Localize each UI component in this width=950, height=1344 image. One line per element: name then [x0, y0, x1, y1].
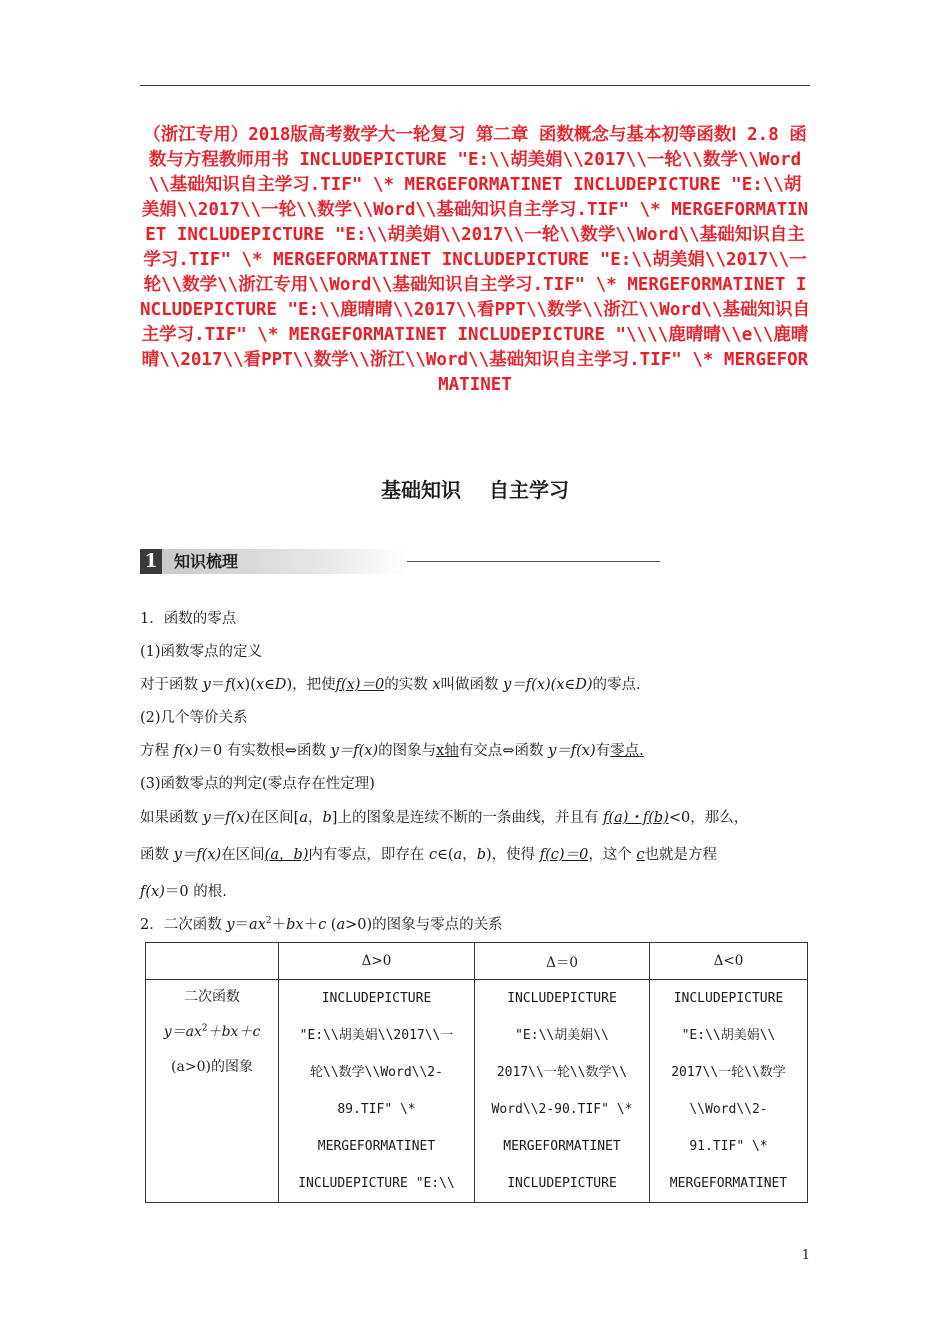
- subheading-theorem: (3)函数零点的判定(零点存在性定理): [140, 776, 375, 792]
- section-heading-left: 基础知识: [381, 478, 461, 502]
- blank-answer: x轴: [436, 743, 459, 759]
- theorem-line-2: 函数 y＝f(x)在区间(a，b)内有零点，即存在 c∈(a，b)，使得 f(c)＝0，这个 c也就是方程: [140, 847, 718, 863]
- heading-quadratic: 2．二次函数 $y=ax^2+bx+c$ (a>0)的图象与零点的关系: [140, 916, 503, 933]
- blank-answer: (a，b): [264, 847, 309, 863]
- header-rule: [140, 85, 810, 86]
- blank-answer: f(a)・f(b): [603, 810, 669, 826]
- section-heading-right: 自主学习: [489, 478, 569, 502]
- table-cell: INCLUDEPICTURE "E:\\胡美娟\\ 2017\\一轮\\数学 \\Word\\2- 91.TIF" \* MERGEFORMATINET: [650, 980, 808, 1203]
- table-cell: INCLUDEPICTURE "E:\\胡美娟\\2017\\一 轮\\数学\\Word\\2- 89.TIF" \* MERGEFORMATINET INCLUDEPICTURE "E:\\: [279, 980, 475, 1203]
- table-header-cell: [146, 943, 279, 980]
- definition-text: 对于函数 y＝f(x)(x∈D)，把使f(x)＝0的实数 x叫做函数 y＝f(x)(x∈D)的零点.: [140, 677, 641, 693]
- theorem-line-3: f(x)＝0 的根.: [140, 884, 227, 900]
- blank-answer: f(c)＝0: [539, 847, 589, 863]
- section-heading: [0, 474, 950, 503]
- knowledge-section-bar: [140, 549, 520, 574]
- subheading-equivalence: (2)几个等价关系: [140, 710, 248, 726]
- section-label: 知识梳理: [162, 549, 407, 574]
- table-header-cell: Δ<0: [650, 943, 808, 980]
- subheading-definition: (1)函数零点的定义: [140, 644, 263, 660]
- theorem-line-1: 如果函数 y＝f(x)在区间[a，b]上的图象是连续不断的一条曲线，并且有 f(a)・f(b)<0，那么，: [140, 810, 749, 826]
- table-header-cell: Δ＝0: [475, 943, 650, 980]
- table-cell: INCLUDEPICTURE "E:\\胡美娟\\ 2017\\一轮\\数学\\ Word\\2-90.TIF" \* MERGEFORMATINET INCLUDEPICTURE: [475, 980, 650, 1203]
- section-number-badge: 1: [140, 549, 162, 574]
- table-header-cell: Δ>0: [279, 943, 475, 980]
- page-number: 1: [801, 1248, 810, 1263]
- table-row: [146, 980, 808, 1203]
- blank-answer: f(x)＝0: [335, 677, 385, 693]
- section-divider: [407, 561, 660, 562]
- heading-zero-point: 1．函数的零点: [140, 611, 237, 627]
- equivalence-text: 方程 f(x)＝0 有实数根⇔函数 y＝f(x)的图象与x轴有交点⇔函数 y＝f(x)有零点.: [140, 743, 644, 759]
- table-header-row: [146, 943, 808, 980]
- blank-answer: c: [636, 847, 645, 863]
- blank-answer: 零点.: [610, 743, 644, 759]
- document-title: （浙江专用）2018版高考数学大一轮复习 第二章 函数概念与基本初等函数Ⅰ 2.8 函数与方程教师用书 INCLUDEPICTURE "E:\\胡美娟\\2017\\一轮\\数学\\Word\\基础知识自主学习.TIF" \* MERGEFORMATINET INCLUDEPICTURE "E:\\胡美娟\\2017\\一轮\\数学\\Word\\基础知识自主学习.TIF" \* MERGEFORMATINET INCLUDEPICTURE "E:\\胡美娟\\2017\\一轮\\数学\\Word\\基础知识自主学习.TIF" \* MERGEFORMATINET INCLUDEPICTURE "E:\\胡美娟\\2017\\一轮\\数学\\浙江专用\\Word\\基础知识自主学习.TIF" \* MERGEFORMATINET INCLUDEPICTURE "E:\\鹿晴晴\\2017\\看PPT\\数学\\浙江\\Word\\基础知识自主学习.TIF" \* MERGEFORMATINET INCLUDEPICTURE "\\\\鹿晴晴\\e\\鹿晴晴\\2017\\看PPT\\数学\\浙江\\Word\\基础知识自主学习.TIF" \* MERGEFORMATINET: [140, 125, 811, 395]
- row-label: 二次函数 $y=ax^2+bx+c$ (a>0)的图象: [146, 980, 279, 1203]
- quadratic-zero-table: [145, 942, 808, 1203]
